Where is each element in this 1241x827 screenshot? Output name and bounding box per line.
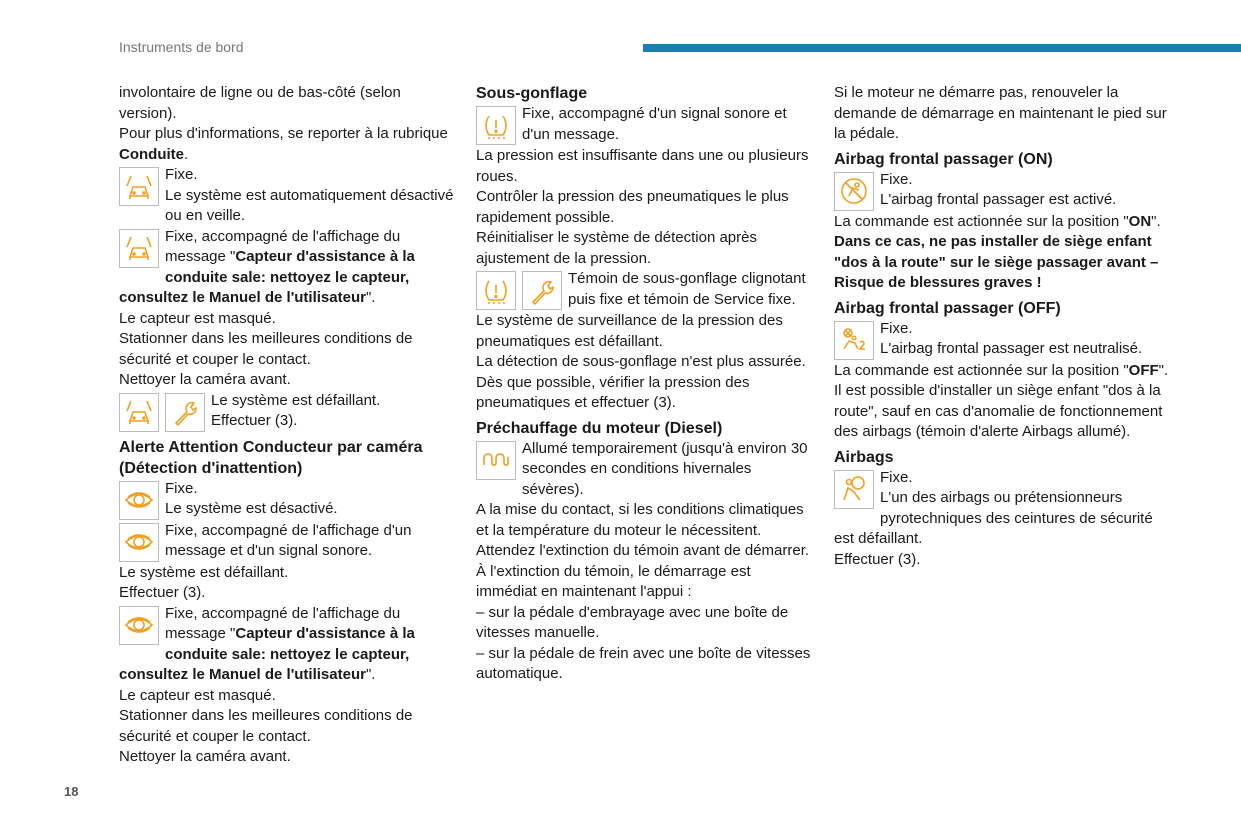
warning-entry: Fixe. L'airbag frontal passager est activé.	[834, 170, 1174, 212]
warning-entry: Fixe, accompagné d'un signal sonore et d'un message.	[476, 104, 811, 146]
wrench-icon	[165, 393, 205, 432]
warning-entry: Fixe. L'airbag frontal passager est neutralisé.	[834, 319, 1174, 361]
header-accent-bar	[643, 44, 1241, 52]
lane-camera-icon	[119, 229, 159, 268]
lane-camera-icon	[119, 167, 159, 206]
section-heading: Airbag frontal passager (OFF)	[834, 299, 1061, 317]
tyre-pressure-icon	[476, 106, 516, 145]
section-heading: Airbag frontal passager (ON)	[834, 150, 1053, 168]
warning-entry: Fixe, accompagné de l'affichage du message "Capteur d'assistance à la conduite sale: nettoyez le capteur, consultez le Manuel de l'utilisateur".	[119, 604, 415, 683]
airbag-icon	[834, 470, 874, 509]
section-heading: Airbags	[834, 448, 894, 466]
driver-attention-eye-icon	[119, 481, 159, 520]
column-2: Sous-gonflage Fixe, accompagné d'un signal sonore et d'un message. La pression est insuffisante dans une ou plusieurs roues. Contrôler la pression des pneumatiques le plus rapidement possible. Réinitialiser le système de détection après ajustement de la pression. Témoin de sous-gonflage clignotant puis fixe et témoin de Service fixe. Le système de surveillance de la pression des pneumatiques est défaillant. La détection de sous-gonflage n'est plus assurée. Dès que possible, vérifier la pression des pneumatiques et effectuer (3). Préchauffage du moteur (Diesel) Allumé temporairement (jusqu'à environ 30 secondes en conditions hivernales sévères). A la mise du contact, si les conditions climatiques et la température du moteur le nécessitent. Attendez l'extinction du témoin avant de démarrer. À l'extinction du témoin, le démarrage est immédiat en maintenant l'appui : – sur la pédale d'embrayage avec une boîte de vitesses manuelle. – sur la pédale de frein avec une boîte de vitesses automatique.	[476, 85, 811, 682]
lane-camera-icon	[119, 393, 159, 432]
warning-entry: Fixe, accompagné de l'affichage du message "Capteur d'assistance à la conduite sale: nettoyez le capteur, consultez le Manuel de l'utilisateur".	[119, 227, 415, 306]
warning-entry: Fixe. Le système est désactivé.	[119, 479, 459, 521]
paragraph: involontaire de ligne ou de bas-côté (selon version).	[119, 84, 401, 122]
page-number: 18	[64, 784, 79, 799]
paragraph: Pour plus d'informations, se reporter à la rubrique Conduite.	[119, 125, 448, 163]
warning-entry: Témoin de sous-gonflage clignotant puis fixe et témoin de Service fixe.	[476, 269, 811, 311]
running-header: Instruments de bord	[119, 39, 244, 55]
warning-entry: Allumé temporairement (jusqu'à environ 30 secondes en conditions hivernales sévères).	[476, 439, 811, 501]
tyre-pressure-icon	[476, 271, 516, 310]
airbag-off-icon	[834, 321, 874, 360]
warning-entry: Fixe, accompagné de l'affichage d'un message et d'un signal sonore.	[119, 521, 459, 563]
column-3: Si le moteur ne démarre pas, renouveler la demande de démarrage en maintenant le pied sur la pédale. Airbag frontal passager (ON) Fixe. L'airbag frontal passager est activé. La commande est actionnée sur la position "ON". Dans ce cas, ne pas installer de siège enfant "dos à la route" sur le siège passager avant – Risque de blessures graves ! Airbag frontal passager (OFF) Fixe. L'airbag frontal passager est neutralisé. La commande est actionnée sur la position "OFF". Il est possible d'installer un siège enfant "dos à la route", sauf en cas d'anomalie de fonctionnement des airbags (témoin d'alerte Airbags allumé). Airbags Fixe. L'un des airbags ou prétensionneurs pyrotechniques des ceintures de sécurité est défaillant. Effectuer (3).	[834, 83, 1174, 570]
section-heading: Alerte Attention Conducteur par caméra (Détection d'inattention)	[119, 438, 423, 477]
driver-attention-eye-icon	[119, 523, 159, 562]
column-1: involontaire de ligne ou de bas-côté (selon version). Pour plus d'informations, se reporter à la rubrique Conduite. Fixe. Le système est automatiquement désactivé ou en veille. Fixe, accompagné de l'affichage du message "Capteur d'assistance à la conduite sale: nettoyez le capteur, consultez le Manuel de l'utilisateur". Le capteur est masqué. Stationner dans les meilleures conditions de sécurité et couper le contact. Nettoyer la caméra avant. Le système est défaillant. Effectuer (3). Alerte Attention Conducteur par caméra (Détection d'inattention) Fixe. Le système est désactivé. Fixe, accompagné de l'affichage d'un message et d'un signal sonore. Le système est défaillant. Effectuer (3). Fixe, accompagné de l'affichage du message "Capteur d'assistance à la conduite sale: nettoyez le capteur, consultez le Manuel de l'utilisateur". Le capteur est masqué. Stationner dans les meilleures conditions de sécurité et couper le contact. Nettoyer la caméra avant.	[119, 83, 459, 768]
wrench-icon	[522, 271, 562, 310]
section-heading: Sous-gonflage	[476, 85, 588, 102]
warning-entry: Fixe. Le système est automatiquement désactivé ou en veille.	[119, 165, 459, 227]
warning-entry: Le système est défaillant. Effectuer (3).	[119, 391, 459, 433]
glow-plug-icon	[476, 441, 516, 480]
driver-attention-eye-icon	[119, 606, 159, 645]
airbag-on-icon	[834, 172, 874, 211]
warning-entry: Fixe. L'un des airbags ou prétensionneurs pyrotechniques des ceintures de sécurité est défaillant.	[834, 468, 1153, 547]
section-heading: Préchauffage du moteur (Diesel)	[476, 419, 723, 437]
